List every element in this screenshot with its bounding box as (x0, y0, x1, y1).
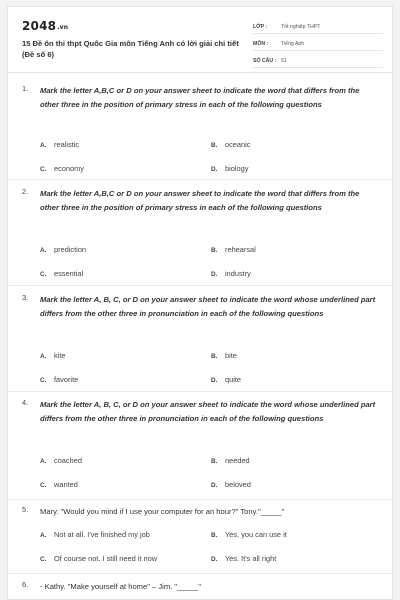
option-a[interactable] (40, 245, 86, 254)
option-text: Yes, you can use it (225, 530, 287, 539)
option-c[interactable] (40, 164, 84, 173)
option-text: prediction (54, 245, 87, 254)
option-letter: B. (211, 532, 218, 539)
option-c[interactable] (40, 554, 157, 563)
meta-value: Tiếng Anh (281, 41, 305, 47)
meta-key: LỚP : (253, 24, 268, 30)
option-c[interactable] (40, 269, 83, 278)
option-d[interactable] (211, 480, 251, 489)
option-text: realistic (54, 140, 80, 149)
question-number: 4. (22, 398, 29, 407)
question-text: Mark the letter A, B, C, or D on your answer sheet to indicate the word whose underlined part differs from the other three in pronunciation in each of the following questions (40, 295, 376, 318)
option-c[interactable] (40, 375, 78, 384)
logo-text: 2048 (22, 19, 57, 33)
option-letter: A. (40, 247, 47, 254)
option-letter: C. (40, 556, 47, 563)
meta-row-subject (253, 34, 383, 51)
option-letter: D. (211, 482, 218, 489)
question-number: 2. (22, 187, 29, 196)
option-a[interactable] (40, 140, 79, 149)
option-letter: D. (211, 377, 218, 384)
divider (8, 499, 392, 500)
option-c[interactable] (40, 480, 78, 489)
option-letter: A. (40, 353, 47, 360)
option-text: quite (225, 375, 242, 384)
option-letter: D. (211, 556, 218, 563)
option-letter: C. (40, 482, 47, 489)
divider (8, 391, 392, 392)
option-letter: C. (40, 166, 47, 173)
option-text: needed (225, 456, 250, 465)
question-text: Mark the letter A,B,C or D on your answer sheet to indicate the word that differs from the other three in the position of primary stress in each of the following questions (40, 189, 360, 212)
option-letter: B. (211, 353, 218, 360)
option-letter: D. (211, 166, 218, 173)
option-a[interactable] (40, 351, 66, 360)
option-text: kite (54, 351, 66, 360)
meta-key: SỐ CÂU : (253, 58, 277, 64)
option-letter: A. (40, 532, 47, 539)
option-text: beloved (225, 480, 251, 489)
site-logo[interactable] (22, 19, 68, 33)
question-text: Mary. "Would you mind if I use your computer for an hour?" Tony."_____" (40, 507, 285, 516)
option-letter: D. (211, 271, 218, 278)
option-letter: B. (211, 458, 218, 465)
document-header (8, 7, 392, 73)
option-text: Yes. It's all right (225, 554, 277, 563)
option-d[interactable] (211, 269, 251, 278)
option-text: favorite (54, 375, 79, 384)
option-text: Of course not. I still need it now (54, 554, 158, 563)
option-text: oceanic (225, 140, 251, 149)
meta-row-count (253, 51, 383, 68)
option-letter: B. (211, 247, 218, 254)
option-letter: B. (211, 142, 218, 149)
option-d[interactable] (211, 554, 276, 563)
option-text: coached (54, 456, 82, 465)
question-number: 5. (22, 505, 29, 514)
question-number: 1. (22, 84, 29, 93)
option-d[interactable] (211, 164, 248, 173)
option-b[interactable] (211, 140, 250, 149)
option-text: bite (225, 351, 237, 360)
question-number: 6. (22, 580, 29, 589)
meta-value: Tốt nghiệp THPT (281, 24, 321, 30)
option-letter: C. (40, 271, 47, 278)
option-a[interactable] (40, 456, 82, 465)
option-a[interactable] (40, 530, 150, 539)
option-b[interactable] (211, 456, 250, 465)
option-text: industry (225, 269, 251, 278)
option-letter: A. (40, 458, 47, 465)
option-text: essential (54, 269, 84, 278)
question-text: Mark the letter A, B, C, or D on your answer sheet to indicate the word whose underlined part differs from the other three in pronunciation in each of the following questions (40, 400, 376, 423)
document-meta (253, 17, 383, 68)
option-letter: C. (40, 377, 47, 384)
option-text: rehearsal (225, 245, 256, 254)
option-d[interactable] (211, 375, 241, 384)
divider (8, 285, 392, 286)
divider (8, 573, 392, 574)
option-text: Not at all. I've finished my job (54, 530, 150, 539)
option-b[interactable] (211, 351, 237, 360)
option-letter: A. (40, 142, 47, 149)
question-text: - Kathy. "Make yourself at home" – Jim. "_____" (40, 582, 201, 591)
meta-key: MÔN : (253, 41, 269, 47)
option-text: economy (54, 164, 84, 173)
option-b[interactable] (211, 530, 287, 539)
document-title: 15 Đề ôn thi thpt Quốc Gia môn Tiếng Anh có lời giải chi tiết (Đề số 6) (22, 39, 239, 59)
question-text: Mark the letter A,B,C or D on your answer sheet to indicate the word that differs from the other three in the position of primary stress in each of the following questions (40, 86, 360, 109)
meta-value: 51 (281, 58, 287, 64)
logo-suffix: .vn (57, 24, 69, 31)
option-b[interactable] (211, 245, 256, 254)
exam-sheet (7, 6, 393, 600)
divider (8, 179, 392, 180)
question-number: 3. (22, 293, 29, 302)
meta-row-class (253, 17, 383, 34)
option-text: wanted (54, 480, 78, 489)
option-text: biology (225, 164, 249, 173)
